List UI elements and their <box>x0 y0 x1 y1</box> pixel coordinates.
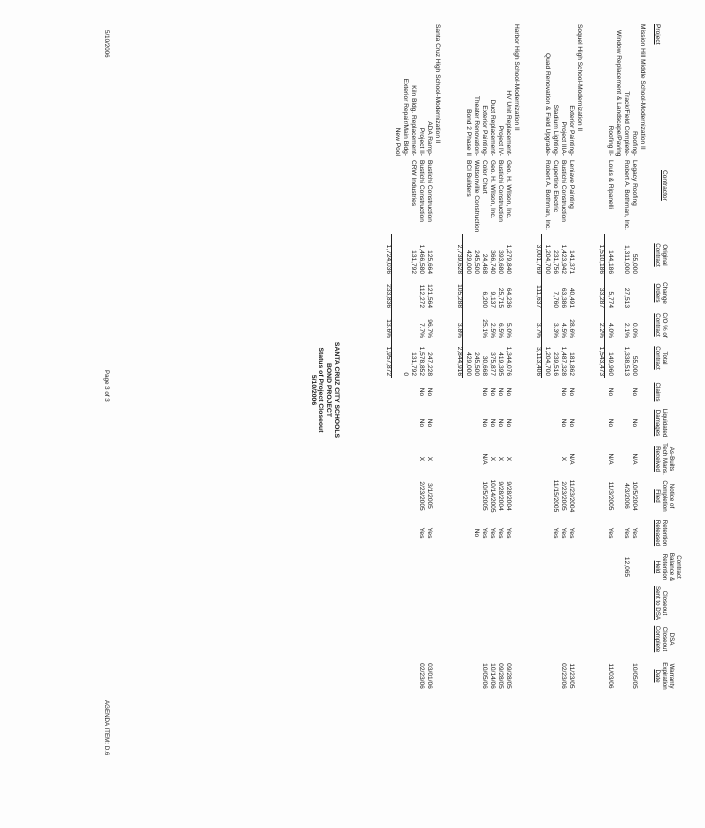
cell-liquidated: No <box>418 418 425 428</box>
cell-change: 7,760 <box>552 291 559 308</box>
cell-original: 1,279,840 <box>505 244 512 274</box>
cell-original: 429,000 <box>465 250 472 274</box>
column-header-dsa: DSA <box>668 632 675 646</box>
cell-warranty: 11/03/06 <box>607 663 614 689</box>
cell-original: 131,792 <box>410 250 417 274</box>
column-header-balance: Contract <box>675 555 682 579</box>
cell-original: 1,204,700 <box>544 244 551 274</box>
cell-balance: 12,065 <box>623 556 630 578</box>
column-header-balance: Balance & <box>668 552 675 582</box>
cell-asbuilts: N/A <box>607 453 614 465</box>
cell-liquidated: No <box>481 418 488 428</box>
cell-original: 144,186 <box>607 250 614 274</box>
cell-notice: 11/23/2004 <box>568 479 575 513</box>
cell-claims: No <box>568 387 575 397</box>
cell-liquidated: No <box>497 418 504 428</box>
project-label: Bond 2 Phase II <box>465 109 472 156</box>
total-original: 1,510,186 <box>598 244 605 274</box>
cell-original: 1,423,942 <box>560 244 567 274</box>
project-label: Stadium Lighting- <box>552 104 559 156</box>
cell-total: 181,862 <box>568 352 575 376</box>
total-change: 33,287 <box>598 287 605 308</box>
project-label: Project II- <box>418 127 425 156</box>
group-name: Harbor High School-Modernization II <box>513 24 520 131</box>
project-label: Exterior Repair/Main Bldg- <box>402 78 409 156</box>
contractor-name: BCI Builders <box>465 160 472 197</box>
cell-total: 0 <box>402 372 409 376</box>
project-label: Exterior Painting- <box>568 105 575 156</box>
contractor-name: Robert A. Bothman, Inc. <box>623 160 630 231</box>
cell-retention: Yes <box>497 527 504 539</box>
cell-pct: 5.0% <box>505 322 512 338</box>
cell-pct: 2.5% <box>489 322 496 338</box>
cell-retention: No <box>473 528 480 538</box>
cell-change: 6,200 <box>481 291 488 308</box>
cell-notice: 4/3/2006 <box>623 483 630 509</box>
contractor-name: Bustichi Construction <box>418 160 425 222</box>
total-change: 233,836 <box>385 284 392 308</box>
cell-original: 125,664 <box>426 250 433 274</box>
contractor-name: CRW Industries <box>410 160 417 207</box>
report-title <box>309 310 340 470</box>
total-pct: 3.8% <box>456 322 463 338</box>
project-label: Duct Replacement- <box>489 99 496 156</box>
cell-liquidated: No <box>607 418 614 428</box>
contractor-name: Bustichi Construction <box>426 160 433 222</box>
cell-original: 141,371 <box>568 250 575 274</box>
total-total: 2,844,916 <box>456 346 463 376</box>
cell-notice: 11/15/2005 <box>552 479 559 513</box>
column-header-asbuilts: As-Builts <box>668 446 675 472</box>
column-header-claims: Claims <box>654 382 661 402</box>
cell-claims: No <box>607 387 614 397</box>
cell-change: 112,272 <box>418 284 425 308</box>
project-label: Roofing- <box>631 131 638 156</box>
contractor-name: Louis & Ripanelli <box>607 160 614 210</box>
report-sheet <box>95 10 705 800</box>
cell-original: 393,680 <box>497 250 504 274</box>
group-name: Soquel High School-Modernization II <box>576 24 583 132</box>
column-header-closeout: Sent to DSA <box>654 585 661 621</box>
cell-asbuilts: X <box>497 456 504 462</box>
total-original: 2,739,628 <box>456 244 463 274</box>
cell-notice: 2/23/2005 <box>560 481 567 511</box>
cell-total: 245,500 <box>473 352 480 376</box>
cell-liquidated: No <box>631 418 638 428</box>
column-header-retention: Retention <box>661 519 668 547</box>
total-pct: 13.6% <box>385 319 392 338</box>
cell-change: 9,137 <box>489 291 496 308</box>
project-label: Exterior Painting- <box>481 105 488 156</box>
cell-notice: 9/28/2004 <box>505 481 512 511</box>
project-label: Roofing II- <box>607 125 614 156</box>
cell-claims: No <box>560 387 567 397</box>
total-pct: 3.7% <box>535 322 542 338</box>
project-label: Theater Renovation- <box>473 95 480 156</box>
contractor-name: Leniave Painting <box>568 160 575 209</box>
contractor-name: Geo. H. Wilson, Inc. <box>489 160 496 219</box>
column-header-asbuilts: Tech Mans. <box>661 443 668 475</box>
cell-asbuilts: X <box>505 456 512 462</box>
column-header-warranty: Warranty <box>668 663 675 689</box>
cell-retention: Yes <box>426 527 433 539</box>
footer-date: 5/10/2006 <box>103 30 110 58</box>
total-total: 3,113,406 <box>535 347 542 376</box>
cell-asbuilts: N/A <box>568 453 575 465</box>
project-label: Project IV- <box>497 125 504 156</box>
cell-pct: 96.7% <box>426 319 433 338</box>
cell-retention: Yes <box>607 527 614 539</box>
cell-pct: 4.0% <box>607 322 614 338</box>
contractor-name: Watsonville Construction <box>473 160 480 233</box>
cell-retention: Yes <box>623 527 630 539</box>
cell-pct: 3.3% <box>552 322 559 338</box>
total-total: 1,957,872 <box>385 346 392 376</box>
contractor-name: Color Chart <box>481 160 488 194</box>
cell-pct: 0.0% <box>631 322 638 338</box>
cell-claims: No <box>418 387 425 397</box>
column-header-closeout: Closeout <box>661 590 668 616</box>
cell-retention: Yes <box>568 527 575 539</box>
title-line: BOND PROJECT <box>325 362 333 417</box>
cell-asbuilts: N/A <box>481 453 488 465</box>
column-header-notice: Notice of <box>668 483 675 509</box>
column-header-asbuilts: Received <box>654 446 661 472</box>
total-original: 1,724,036 <box>385 244 392 274</box>
cell-total: 375,877 <box>489 352 496 376</box>
total-pct: 2.2% <box>598 322 605 338</box>
cell-total: 429,000 <box>465 352 472 376</box>
cell-total: 419,395 <box>497 352 504 376</box>
cell-asbuilts: X <box>560 456 567 462</box>
cell-warranty: 02/23/06 <box>418 663 425 689</box>
cell-warranty: 10/05/06 <box>481 663 488 689</box>
column-header-contractor: Contractor <box>661 170 668 201</box>
cell-change: 121,564 <box>426 284 433 308</box>
column-header-liquidated: Liquidated <box>661 408 668 438</box>
contractor-name: Cupertino Electric <box>552 160 559 213</box>
cell-warranty: 09/28/05 <box>497 663 504 689</box>
column-header-dsa: Closeout <box>661 626 668 652</box>
cell-warranty: 10/05/05 <box>631 663 638 689</box>
cell-asbuilts: X <box>489 456 496 462</box>
cell-asbuilts: X <box>418 456 425 462</box>
cell-total: 239,516 <box>552 352 559 376</box>
total-change: 105,288 <box>456 284 463 308</box>
cell-total: 149,960 <box>607 352 614 376</box>
cell-change: 64,236 <box>505 287 512 308</box>
column-header-original: Original <box>661 244 668 266</box>
cell-total: 30,668 <box>481 355 488 376</box>
cell-change: 40,491 <box>568 287 575 308</box>
cell-retention: Yes <box>489 527 496 539</box>
cell-total: 247,228 <box>426 352 433 376</box>
cell-retention: Yes <box>481 527 488 539</box>
cell-pct: 28.6% <box>568 319 575 338</box>
cell-liquidated: No <box>568 418 575 428</box>
contractor-name: Robert A. Bothman, Inc. <box>544 160 551 231</box>
project-label: Quad Renovation & Field Upgrade- <box>544 53 551 156</box>
column-header-warranty: Expiration <box>661 662 668 690</box>
cell-total: 1,487,328 <box>560 346 567 376</box>
column-header-retention: Released <box>654 519 661 547</box>
cell-liquidated: No <box>489 418 496 428</box>
contractor-name: Geo. H. Wilson, Inc. <box>505 160 512 219</box>
contractor-name: Legacy Roofing <box>631 160 638 206</box>
cell-total: 1,338,513 <box>623 346 630 376</box>
cell-change: 63,386 <box>560 287 567 308</box>
cell-original: 366,740 <box>489 250 496 274</box>
title-line: SANTA CRUZ CITY SCHOOLS <box>333 341 340 439</box>
column-header-notice: Completion <box>661 480 668 512</box>
total-total: 1,543,473 <box>598 346 605 376</box>
contractor-name: Bustichi Construction <box>497 160 504 222</box>
cell-total: 1,578,852 <box>418 346 425 376</box>
cell-total: 1,344,076 <box>505 346 512 376</box>
group-name: Mission Hill Middle School-Modernization II <box>639 24 646 150</box>
column-header-co-pct: Contract <box>654 313 661 337</box>
cell-change: 25,715 <box>497 287 504 308</box>
footer-page-number: Page 3 of 3 <box>103 370 110 402</box>
footer-agenda-item: AGENDA ITEM: D.6 <box>103 700 110 756</box>
cell-warranty: 03/01/06 <box>426 663 433 689</box>
column-header-liquidated: Damages <box>654 409 661 437</box>
cell-claims: No <box>631 387 638 397</box>
cell-original: 1,311,000 <box>623 245 630 274</box>
cell-change: 5,774 <box>607 291 614 308</box>
cell-total: 1,204,700 <box>544 346 551 376</box>
cell-pct: 2.1% <box>623 322 630 338</box>
column-header-total: Contract <box>654 346 661 370</box>
cell-original: 231,756 <box>552 250 559 274</box>
cell-warranty: 11/23/05 <box>568 663 575 689</box>
cell-pct: 6.5% <box>497 322 504 338</box>
cell-retention: Yes <box>631 527 638 539</box>
cell-notice: 11/3/2005 <box>607 481 614 511</box>
project-label: Window Replacement & Landscape/Paving <box>615 30 622 157</box>
column-header-balance: Held <box>654 560 661 574</box>
cell-pct: 7.7% <box>418 322 425 338</box>
cell-claims: No <box>497 387 504 397</box>
cell-notice: 10/5/2005 <box>481 481 488 511</box>
cell-total: 131,792 <box>410 352 417 376</box>
group-name: Santa Cruz High School-Modernization II <box>434 24 441 144</box>
cell-original: 245,500 <box>473 250 480 274</box>
column-header-change: Orders <box>654 283 661 303</box>
total-change: 111,637 <box>535 285 542 308</box>
column-header-project: Project <box>654 24 661 45</box>
cell-retention: Yes <box>418 527 425 539</box>
cell-original: 1,466,580 <box>418 244 425 274</box>
cell-warranty: 10/14/06 <box>489 663 496 689</box>
cell-retention: Yes <box>552 527 559 539</box>
cell-notice: 10/14/2005 <box>489 479 496 513</box>
cell-total: 55,000 <box>631 355 638 376</box>
cell-claims: No <box>505 387 512 397</box>
project-label: Kiln Bldg. Replacement- <box>410 85 417 156</box>
column-header-original: Contract <box>654 243 661 267</box>
project-label: ADA Ramp- <box>426 121 433 156</box>
project-label: New Pool <box>394 127 401 156</box>
cell-asbuilts: N/A <box>631 453 638 465</box>
cell-notice: 2/23/2005 <box>418 481 425 511</box>
title-line: 5/10/2006 <box>309 374 317 406</box>
project-label: Track/Field Complete- <box>623 91 630 156</box>
cell-original: 55,000 <box>631 253 638 274</box>
cell-retention: Yes <box>560 527 567 539</box>
cell-claims: No <box>489 387 496 397</box>
column-header-dsa: Complete <box>654 625 661 653</box>
column-header-change: Change <box>661 282 668 304</box>
column-header-warranty: Date <box>654 669 661 683</box>
cell-claims: No <box>481 387 488 397</box>
column-header-co-pct: C/O % of <box>661 312 668 338</box>
project-label: Project IIIA- <box>560 121 567 156</box>
column-header-notice: Filed <box>654 489 661 503</box>
cell-notice: 10/5/2004 <box>631 481 638 511</box>
cell-liquidated: No <box>505 418 512 428</box>
cell-warranty: 02/23/06 <box>560 663 567 689</box>
cell-warranty: 09/28/05 <box>505 663 512 689</box>
column-header-total: Total <box>661 351 668 365</box>
cell-liquidated: No <box>426 418 433 428</box>
cell-pct: 4.5% <box>560 322 567 338</box>
cell-pct: 25.1% <box>481 319 488 338</box>
cell-notice: 3/1/2005 <box>426 483 433 509</box>
cell-asbuilts: X <box>426 456 433 462</box>
cell-original: 24,468 <box>481 253 488 274</box>
project-label: HV Unit Replacement- <box>505 90 512 156</box>
total-original: 3,001,769 <box>535 244 542 274</box>
cell-change: 27,513 <box>623 287 630 308</box>
cell-liquidated: No <box>560 418 567 428</box>
cell-notice: 9/28/2004 <box>497 481 504 511</box>
column-header-balance: Retention <box>661 553 668 581</box>
title-line: Status of Project Closeout <box>317 347 325 433</box>
contractor-name: Bustichi Construction <box>560 160 567 222</box>
cell-retention: Yes <box>505 527 512 539</box>
cell-claims: No <box>426 387 433 397</box>
